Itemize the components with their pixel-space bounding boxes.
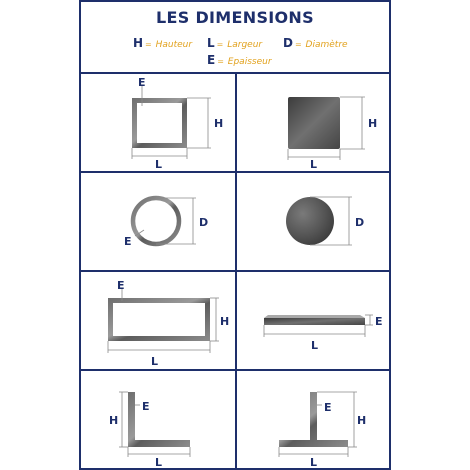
flat-bar-top [264,315,365,318]
label-l: L [155,158,163,171]
legend-text: Epaisseur [227,57,272,67]
label-d: D [199,216,209,229]
label-e: E [138,76,146,89]
panel-t-profile [236,370,390,469]
square-plate-body [288,97,340,149]
label-e: E [117,279,125,292]
panel-round-tube [80,172,236,271]
panel-flat-bar [236,271,390,370]
panel-square-tube [80,73,236,172]
page-title: LES DIMENSIONS [156,8,314,27]
label-h: H [368,117,378,130]
legend-text: Largeur [227,40,263,50]
label-l: L [310,456,318,469]
round-tube-ring [133,198,179,244]
label-l: L [310,158,318,171]
legend-epaisseur [207,53,272,67]
label-h: H [220,315,230,328]
label-d: D [355,216,365,229]
label-h: H [109,414,119,427]
flat-bar-body [264,318,365,325]
round-bar-disc [286,197,334,245]
legend-sep: = [217,57,224,66]
panel-rectangular-tube [80,271,236,370]
legend-largeur [207,36,262,50]
panel-angle-profile [80,370,236,469]
legend-key: L [207,36,215,50]
panel-round-bar [236,172,390,271]
legend-text: Diamètre [305,40,348,50]
label-l: L [311,339,319,352]
label-l: L [155,456,163,469]
label-e: E [375,315,383,328]
legend-sep: = [294,40,302,49]
square-tube-inner [137,103,182,143]
rect-tube-inner [113,303,205,336]
panel-square-plate [236,73,390,172]
label-l: L [151,355,159,368]
legend-text: Hauteur [155,40,193,50]
label-h: H [214,117,224,130]
legend-sep: = [216,40,224,49]
angle-profile-shape [128,392,190,447]
t-profile-shape [279,392,348,447]
legend-sep: = [145,40,152,49]
label-e: E [324,401,332,414]
label-e: E [142,400,150,413]
legend-key: D [283,36,293,50]
legend-diametre [283,36,348,50]
legend-hauteur [133,36,192,50]
label-h: H [357,414,367,427]
legend-key: H [133,36,144,50]
label-e: E [124,235,132,248]
legend-key: E [207,53,216,67]
